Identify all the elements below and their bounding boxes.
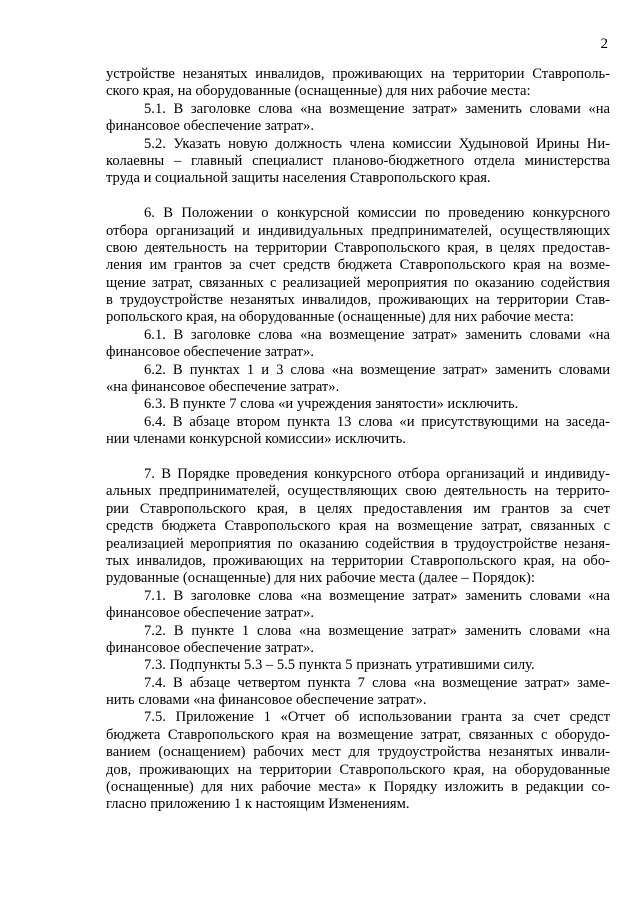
text-line: свою деятельность на территории Ставропольского края, в целях предостав-	[106, 239, 610, 256]
text-line: 7.4. В абзаце четвертом пункта 7 слова «на возмещение затрат» заме-	[144, 674, 610, 691]
text-line: ления им грантов за счет средств бюджета Ставропольского края на возме-	[106, 257, 610, 274]
text-line: гласно приложению 1 к настоящим Изменениям.	[106, 796, 410, 813]
text-line: тых инвалидов, проживающих на территории Ставропольского края, на обо-	[106, 552, 610, 569]
text-line: ского края, на оборудованные (оснащенные) для них рабочие места:	[106, 83, 531, 100]
text-line: труда и социальной защиты населения Ставропольского края.	[106, 170, 491, 187]
paragraph-gap	[106, 449, 610, 466]
text-line: «на финансовое обеспечение затрат».	[106, 379, 340, 396]
text-line: альных предпринимателей, осуществляющих свою деятельность на террито-	[106, 483, 610, 500]
text-line: 7.3. Подпункты 5.3 – 5.5 пункта 5 признать утратившими силу.	[144, 657, 535, 674]
text-line: 6. В Положении о конкурсной комиссии по проведению конкурсного	[144, 205, 610, 222]
text-line: дов, проживающих на территории Ставропольского края, на оборудованные	[106, 761, 610, 778]
text-line: бюджета Ставропольского края на возмещение затрат, связанных с оборудо-	[106, 726, 610, 743]
text-line: нить словами «на финансовое обеспечение затрат».	[106, 692, 427, 709]
text-line: финансовое обеспечение затрат».	[106, 344, 315, 361]
text-line: 7. В Порядке проведения конкурсного отбора организаций и индивиду-	[144, 465, 610, 482]
text-line: отбора организаций и индивидуальных предпринимателей, осуществляющих	[106, 222, 610, 239]
text-line: рудованные (оснащенные) для них рабочие места (далее – Порядок):	[106, 570, 535, 587]
text-line: 5.1. В заголовке слова «на возмещение затрат» заменить словами «на	[144, 100, 610, 117]
text-line: рии Ставропольского края, в целях предоставления им грантов за счет	[106, 500, 610, 517]
text-line: 6.4. В абзаце втором пункта 13 слова «и присутствующими на заседа-	[144, 413, 610, 430]
page-number: 2	[600, 36, 608, 52]
text-line: (оснащенные) для них рабочие места» к Порядку изложить в редакции со-	[106, 779, 610, 796]
text-line: щение затрат, связанных с реализацией мероприятия по оказанию содействия	[106, 274, 610, 291]
text-line: средств бюджета Ставропольского края на возмещение затрат, связанных с	[106, 518, 610, 535]
text-line: ропольского края, на оборудованные (оснащенные) для них рабочие места:	[106, 309, 574, 326]
text-line: финансовое обеспечение затрат».	[106, 639, 315, 656]
text-line: финансовое обеспечение затрат».	[106, 118, 315, 135]
text-line: 7.1. В заголовке слова «на возмещение затрат» заменить словами «на	[144, 587, 610, 604]
text-line: реализацией мероприятия по оказанию содействия в трудоустройстве незаня-	[106, 535, 610, 552]
text-line: в трудоустройстве незанятых инвалидов, проживающих на территории Став-	[106, 292, 610, 309]
text-line: устройстве незанятых инвалидов, проживающих на территории Ставрополь-	[106, 66, 610, 82]
text-line: 6.2. В пунктах 1 и 3 слова «на возмещение затрат» заменить словами	[144, 361, 610, 378]
text-line: колаевны – главный специалист планово-бюджетного отдела министерства	[106, 152, 610, 169]
text-line: 6.1. В заголовке слова «на возмещение затрат» заменить словами «на	[144, 326, 610, 343]
text-line: 7.2. В пункте 1 слова «на возмещение затрат» заменить словами «на	[144, 622, 610, 639]
text-line: 5.2. Указать новую должность члена комиссии Худыновой Ирины Ни-	[144, 135, 610, 152]
text-line: нии членами конкурсной комиссии» исключить.	[106, 431, 406, 448]
text-line: 7.5. Приложение 1 «Отчет об использовании гранта за счет средст	[144, 709, 610, 726]
document-body	[106, 66, 610, 814]
paragraph-gap	[106, 188, 610, 205]
text-line: 6.3. В пункте 7 слова «и учреждения занятости» исключить.	[144, 396, 519, 413]
text-line: финансовое обеспечение затрат».	[106, 605, 315, 622]
text-line: ванием (оснащением) рабочих мест для трудоустройства незанятых инвали-	[106, 744, 610, 761]
